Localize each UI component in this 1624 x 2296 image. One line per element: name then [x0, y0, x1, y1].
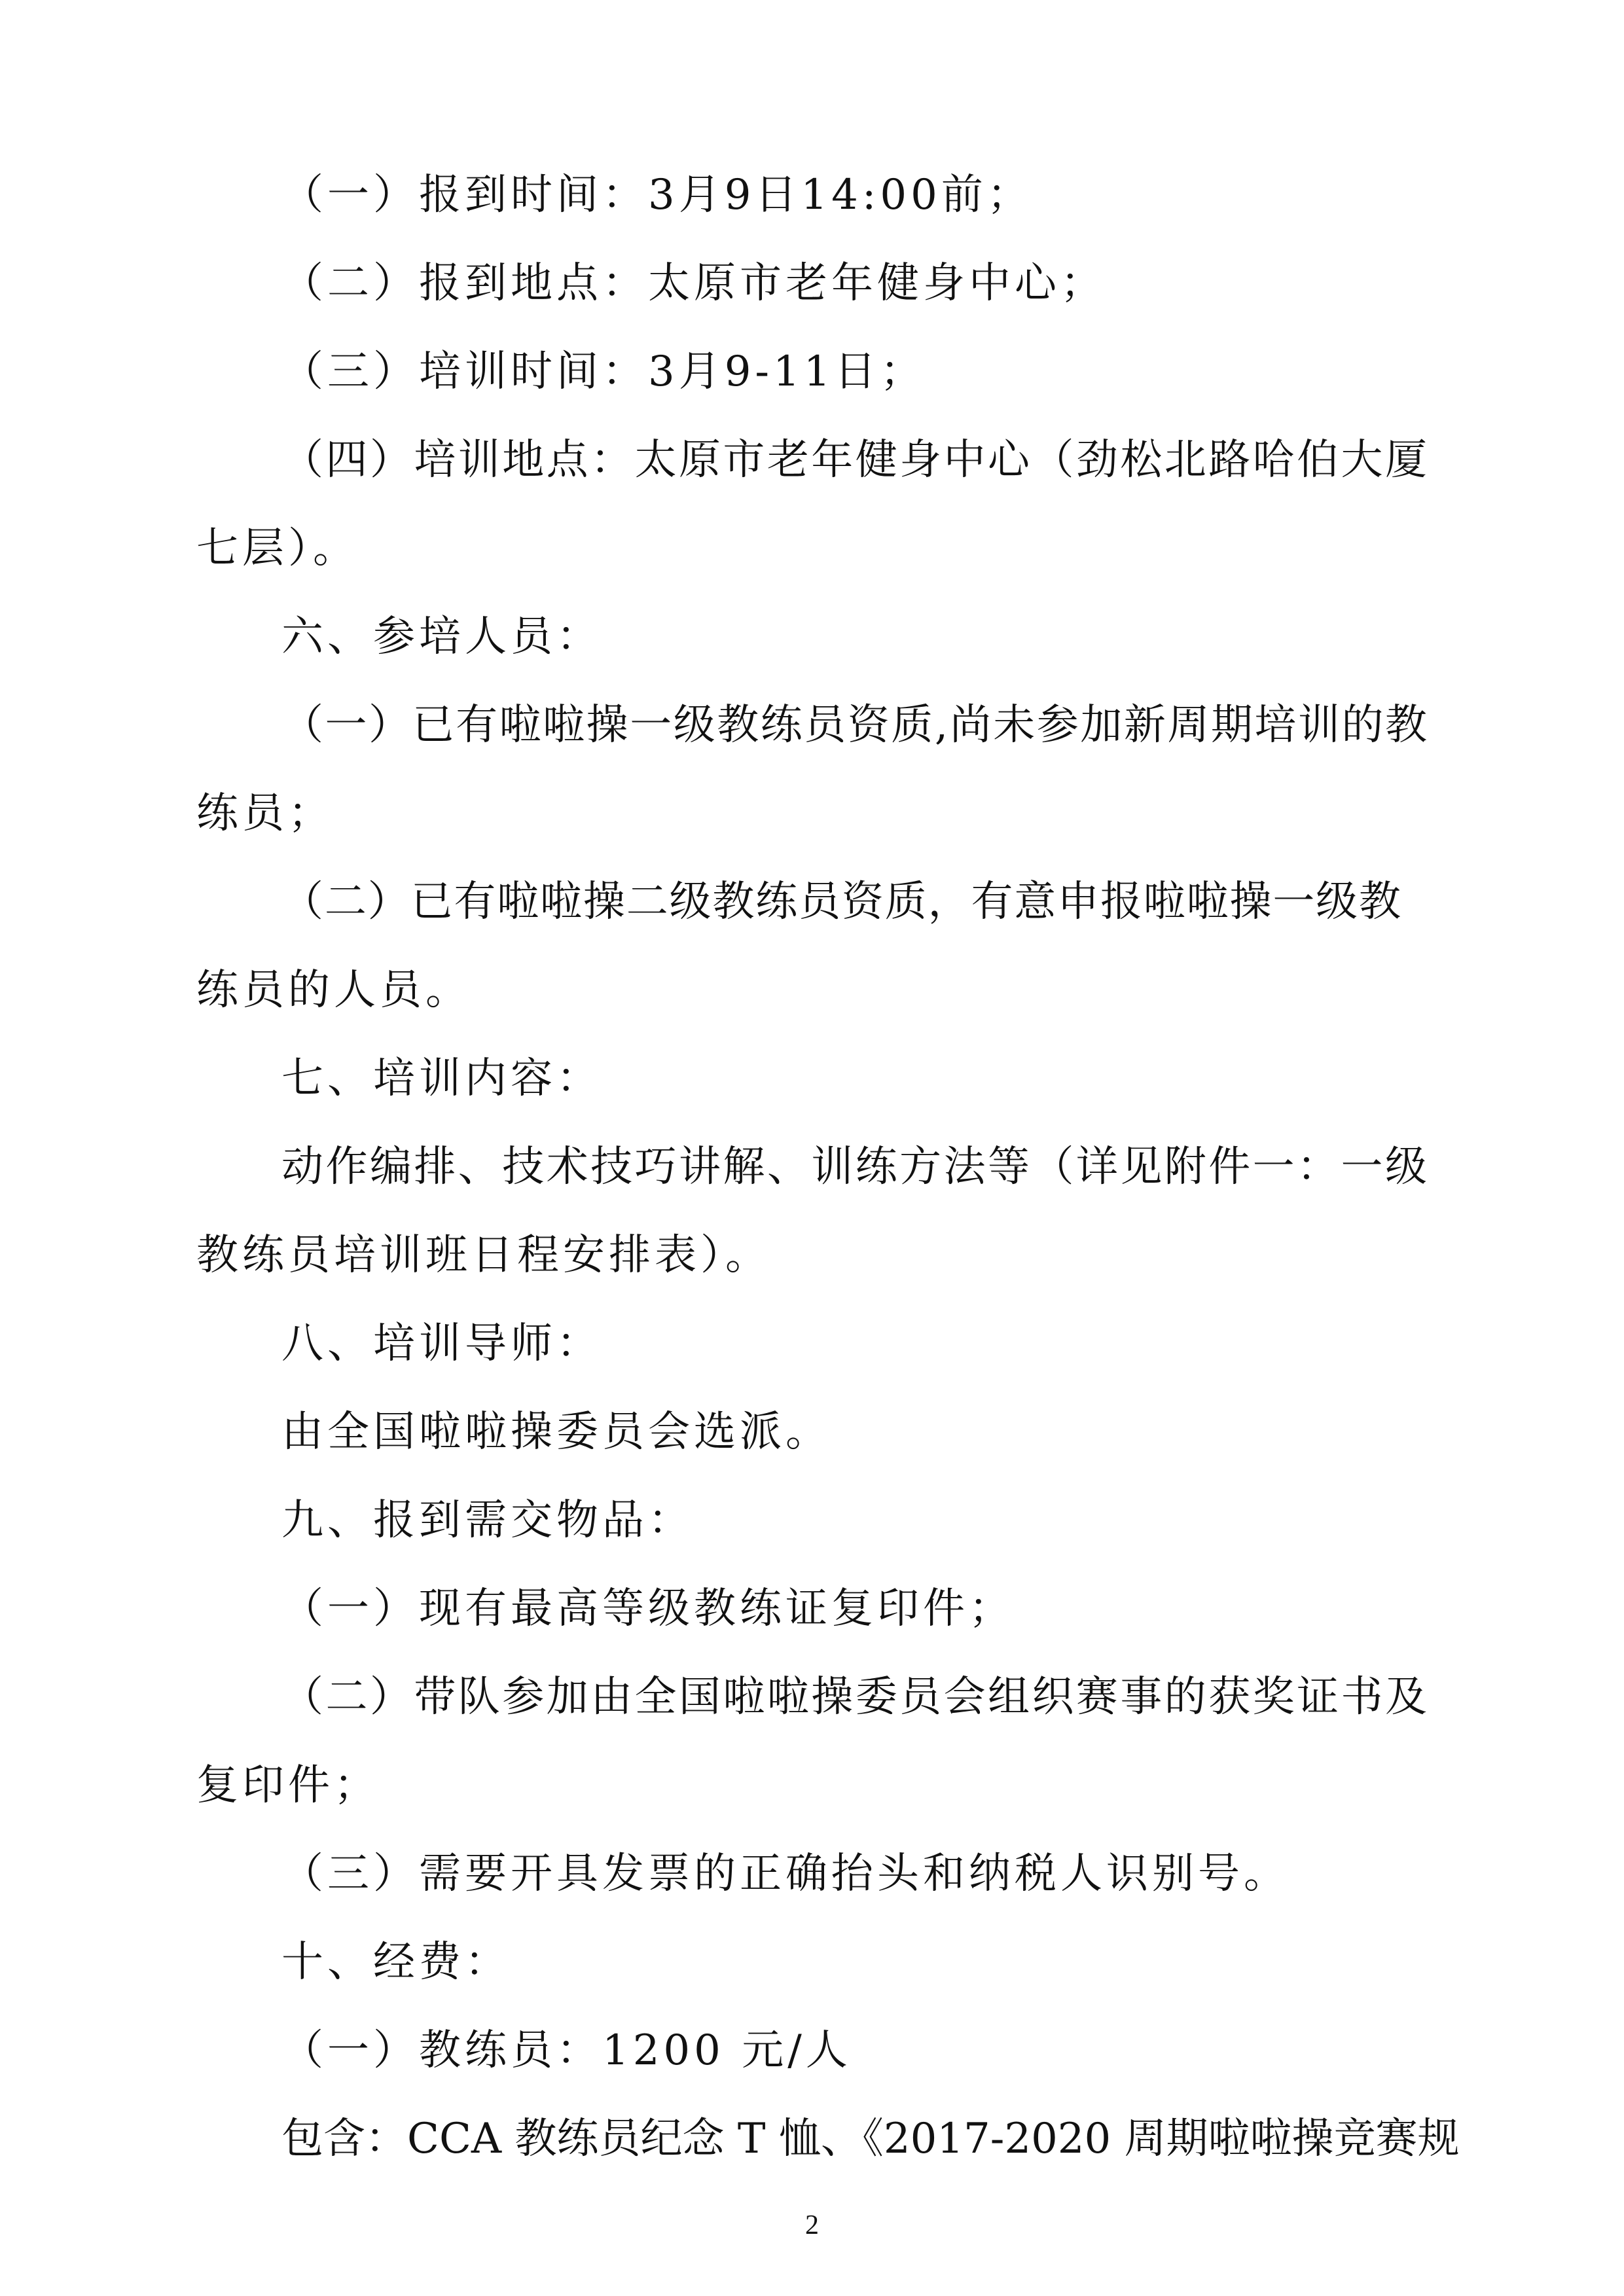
- text-line: 练员的人员。: [196, 966, 471, 1014]
- text-line: （二）报到地点：太原市老年健身中心；: [281, 259, 1106, 308]
- text-line: 复印件；: [196, 1761, 380, 1810]
- text-line: （一）教练员：1200 元/人: [281, 2026, 852, 2075]
- text-line: （三）需要开具发票的正确抬头和纳税人识别号。: [281, 1850, 1290, 1898]
- page-number: 2: [805, 2210, 819, 2240]
- text-line: （三）培训时间：3月9-11日；: [281, 348, 926, 396]
- text-line: （一）现有最高等级教练证复印件；: [281, 1585, 1015, 1633]
- text-line: 教练员培训班日程安排表）。: [196, 1231, 771, 1280]
- text-line: 包含：CCA 教练员纪念 T 恤、《2017-2020 周期啦啦操竞赛规: [281, 2115, 1460, 2163]
- text-line: （一）报到时间：3月9日14:00前；: [281, 171, 1033, 219]
- section-heading: 七、培训内容：: [281, 1054, 602, 1103]
- section-heading: 八、培训导师：: [281, 1319, 602, 1368]
- text-line: 由全国啦啦操委员会选派。: [281, 1408, 831, 1456]
- text-line: 练员；: [196, 789, 334, 838]
- text-line: （二）已有啦啦操二级教练员资质，有意申报啦啦操一级教: [281, 878, 1401, 926]
- text-line: 七层）。: [196, 524, 359, 573]
- text-line: （四）培训地点：太原市老年健身中心（劲松北路哈伯大厦: [281, 436, 1427, 484]
- section-heading: 六、参培人员：: [281, 613, 602, 661]
- text-line: 动作编排、技术技巧讲解、训练方法等（详见附件一：一级: [281, 1143, 1427, 1191]
- text-line: （二）带队参加由全国啦啦操委员会组织赛事的获奖证书及: [281, 1673, 1427, 1721]
- section-heading: 十、经费：: [281, 1938, 511, 1986]
- text-line: （一）已有啦啦操一级教练员资质,尚未参加新周期培训的教: [281, 701, 1427, 749]
- section-heading: 九、报到需交物品：: [281, 1496, 694, 1545]
